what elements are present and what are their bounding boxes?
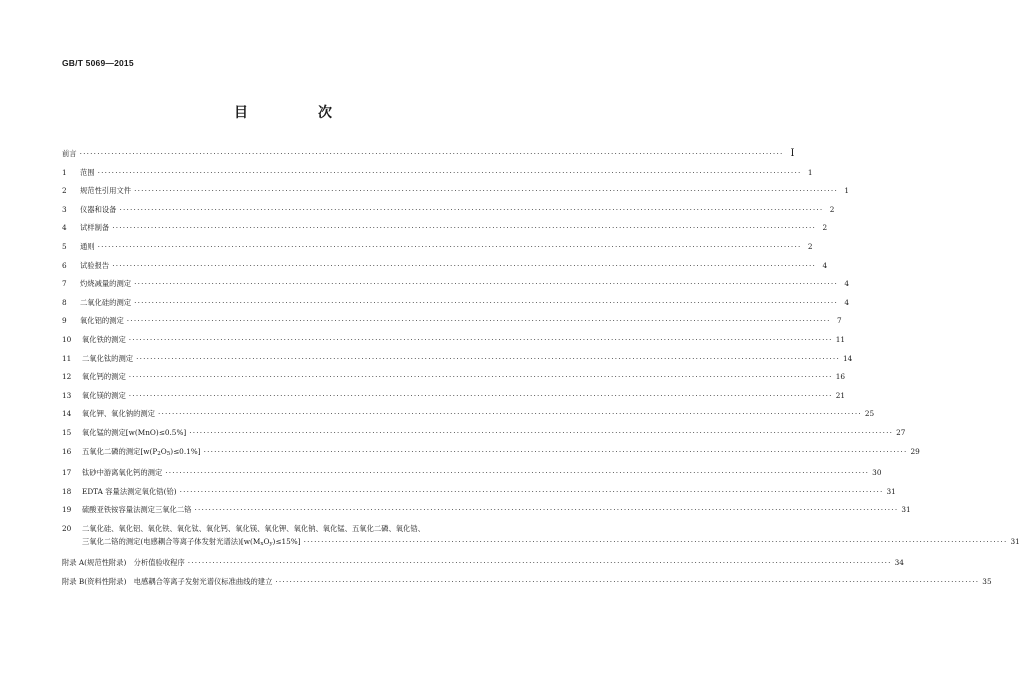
toc-entry-number: 10 (62, 334, 72, 344)
toc-entry-page: 25 (864, 409, 875, 419)
toc-entry-page: 35 (982, 577, 992, 587)
toc-entry-page: 11 (835, 334, 845, 344)
toc-entry-title: 五氧化二磷的测定$[w(P_2O_5)\le 0.1\%]$ (82, 446, 201, 457)
toc-entry-number: 15 (62, 427, 72, 437)
toc-entry-number: 8 (62, 297, 67, 307)
leader-dots: ········································································································································································································ (194, 505, 899, 515)
toc-entry-page: 14 (842, 353, 853, 363)
toc-entry-page: 34 (894, 558, 904, 568)
toc-entry-title: 氧化铝的测定 (80, 316, 124, 326)
toc-entry-19[interactable] (62, 505, 911, 515)
toc-entry-number: 3 (62, 204, 67, 214)
leader-dots: ········································································································································································································ (189, 427, 894, 437)
toc-entry-foreword[interactable] (62, 148, 795, 159)
toc-entry-number: 6 (62, 260, 67, 270)
toc-entry-9[interactable] (62, 316, 842, 326)
toc-entry-page: 30 (872, 468, 882, 478)
toc-entry-18[interactable] (62, 486, 896, 496)
toc-appendix-a[interactable] (62, 558, 904, 568)
toc-entry-14[interactable] (62, 409, 875, 419)
toc-entry-page: 2 (807, 241, 813, 251)
toc-entry-number: 20 (62, 523, 72, 533)
toc-entry-title: 仪器和设备 (80, 204, 117, 214)
page-title: 目 次 (234, 105, 360, 121)
toc-entry-page: 31 (886, 486, 896, 496)
toc-entry-title: 氧化镁的测定 (82, 390, 126, 400)
leader-dots: ········································································································································································································ (134, 186, 838, 196)
toc-entry-6[interactable] (62, 260, 828, 270)
toc-entry-title-continued: 三氧化二铬的测定(电感耦合等离子体发射光谱法)$[w(M_xO_y)\le 15\%]$ (82, 536, 301, 547)
toc-entry-1[interactable] (62, 167, 813, 177)
toc-entry-page: 29 (910, 446, 920, 456)
toc-entry-page: 1 (844, 186, 849, 196)
leader-dots: ········································································································································································································ (128, 334, 833, 344)
toc-entry-7[interactable] (62, 279, 849, 289)
toc-entry-title: 附录 A(规范性附录) 分析值验收程序 (62, 558, 185, 568)
toc-entry-title: 附录 B(资料性附录) 电感耦合等离子发射光谱仪标准曲线的建立 (62, 577, 273, 587)
toc-entry-title: 灼烧减量的测定 (80, 279, 132, 289)
leader-dots: ········································································································································································································ (157, 409, 862, 419)
toc-entry-page: 27 (896, 427, 906, 437)
toc-entry-number: 5 (62, 241, 67, 251)
toc-entry-page: 7 (837, 316, 842, 326)
toc-entry-3[interactable] (62, 204, 835, 214)
toc-entry-17[interactable] (62, 468, 882, 478)
toc-entry-title: 氧化钾、氧化钠的测定 (82, 409, 155, 419)
toc-entry-title: 氧化铁的测定 (82, 334, 126, 344)
leader-dots: ········································································································································································································ (79, 149, 784, 158)
toc-entry-16[interactable] (62, 446, 920, 459)
toc-entry-title: 规范性引用文件 (80, 186, 132, 196)
toc-entry-number: 11 (62, 353, 72, 363)
toc-entry-20-line2[interactable] (62, 536, 1020, 549)
table-of-contents (62, 148, 1020, 596)
toc-entry-number: 1 (62, 167, 67, 177)
toc-entry-title: 前言 (62, 149, 77, 158)
leader-dots: ········································································································································································································ (134, 279, 838, 289)
toc-entry-number: 9 (62, 316, 67, 326)
toc-entry-page: 2 (822, 223, 828, 233)
toc-entry-15[interactable] (62, 427, 906, 437)
leader-dots: ········································································································································································································ (275, 577, 980, 587)
leader-dots: ········································································································································································································ (187, 558, 892, 568)
toc-entry-number: 18 (62, 486, 72, 496)
toc-entry-page: 4 (822, 260, 828, 270)
toc-entry-page: 31 (1010, 536, 1020, 546)
toc-entry-number: 7 (62, 279, 67, 289)
toc-entry-title: EDTA 容量法测定氧化锆(铪) (82, 486, 177, 496)
toc-entry-title: 氧化钙的测定 (82, 372, 126, 382)
leader-dots: ········································································································································································································ (126, 316, 831, 326)
leader-dots: ········································································································································································································ (112, 260, 817, 270)
leader-dots: ········································································································································································································ (128, 372, 833, 382)
toc-entry-title: 试验报告 (80, 260, 110, 270)
toc-entry-4[interactable] (62, 223, 828, 233)
leader-dots: ········································································································································································································ (97, 167, 802, 177)
toc-entry-title: 试样制备 (80, 223, 110, 233)
toc-entry-page: 21 (835, 390, 845, 400)
toc-entry-title: 硫酸亚铁铵容量法测定三氧化二铬 (82, 505, 192, 515)
toc-entry-page: 4 (844, 279, 849, 289)
toc-entry-page: 1 (807, 167, 813, 177)
toc-entry-title: 范围 (80, 167, 95, 177)
leader-dots: ········································································································································································································ (134, 297, 838, 307)
leader-dots: ········································································································································································································ (165, 468, 870, 478)
toc-entry-number: 2 (62, 186, 67, 196)
toc-entry-title: 通则 (80, 241, 95, 251)
toc-entry-page: 2 (829, 204, 835, 214)
toc-entry-number: 17 (62, 468, 72, 478)
toc-entry-number: 14 (62, 409, 72, 419)
toc-entry-number: 16 (62, 446, 72, 456)
leader-dots: ········································································································································································································ (119, 204, 824, 214)
toc-appendix-b[interactable] (62, 577, 992, 587)
leader-dots: ········································································································································································································ (203, 446, 908, 456)
toc-entry-number: 12 (62, 372, 72, 382)
toc-entry-title: 氧化锰的测定[w(MnO)≤0.5%] (82, 427, 187, 437)
toc-entry-page: 4 (844, 297, 849, 307)
leader-dots: ········································································································································································································ (136, 353, 840, 363)
toc-entry-page: 16 (835, 372, 845, 382)
toc-entry-8[interactable] (62, 297, 849, 307)
toc-entry-20-line1[interactable] (62, 524, 506, 533)
toc-entry-title: 钛砂中游离氧化钙的测定 (82, 468, 163, 478)
leader-dots: ········································································································································································································ (303, 536, 1008, 546)
toc-entry-2[interactable] (62, 186, 849, 196)
toc-entry-13[interactable] (62, 390, 845, 400)
toc-entry-title: 二氧化硅、氧化铝、氧化铁、氧化钛、氧化钙、氧化镁、氧化钾、氧化钠、氧化锰、五氧化二磷、氧化锆、 (82, 523, 425, 533)
leader-dots: ········································································································································································································ (128, 390, 833, 400)
toc-entry-page: Ⅰ (790, 148, 795, 159)
toc-entry-page: 31 (901, 505, 911, 515)
toc-entry-title: 二氧化钛的测定 (82, 353, 134, 363)
toc-entry-5[interactable] (62, 241, 813, 251)
toc-entry-11[interactable] (62, 353, 853, 363)
toc-entry-number: 4 (62, 223, 67, 233)
leader-dots: ········································································································································································································ (97, 241, 802, 251)
toc-entry-number: 13 (62, 390, 72, 400)
leader-dots: ········································································································································································································ (112, 223, 817, 233)
toc-entry-12[interactable] (62, 372, 845, 382)
toc-entry-number: 19 (62, 505, 72, 515)
leader-dots: ········································································································································································································ (179, 486, 884, 496)
toc-entry-title: 二氧化硅的测定 (80, 297, 132, 307)
toc-entry-10[interactable] (62, 334, 845, 344)
standard-code: GB/T 5069—2015 (62, 58, 134, 68)
